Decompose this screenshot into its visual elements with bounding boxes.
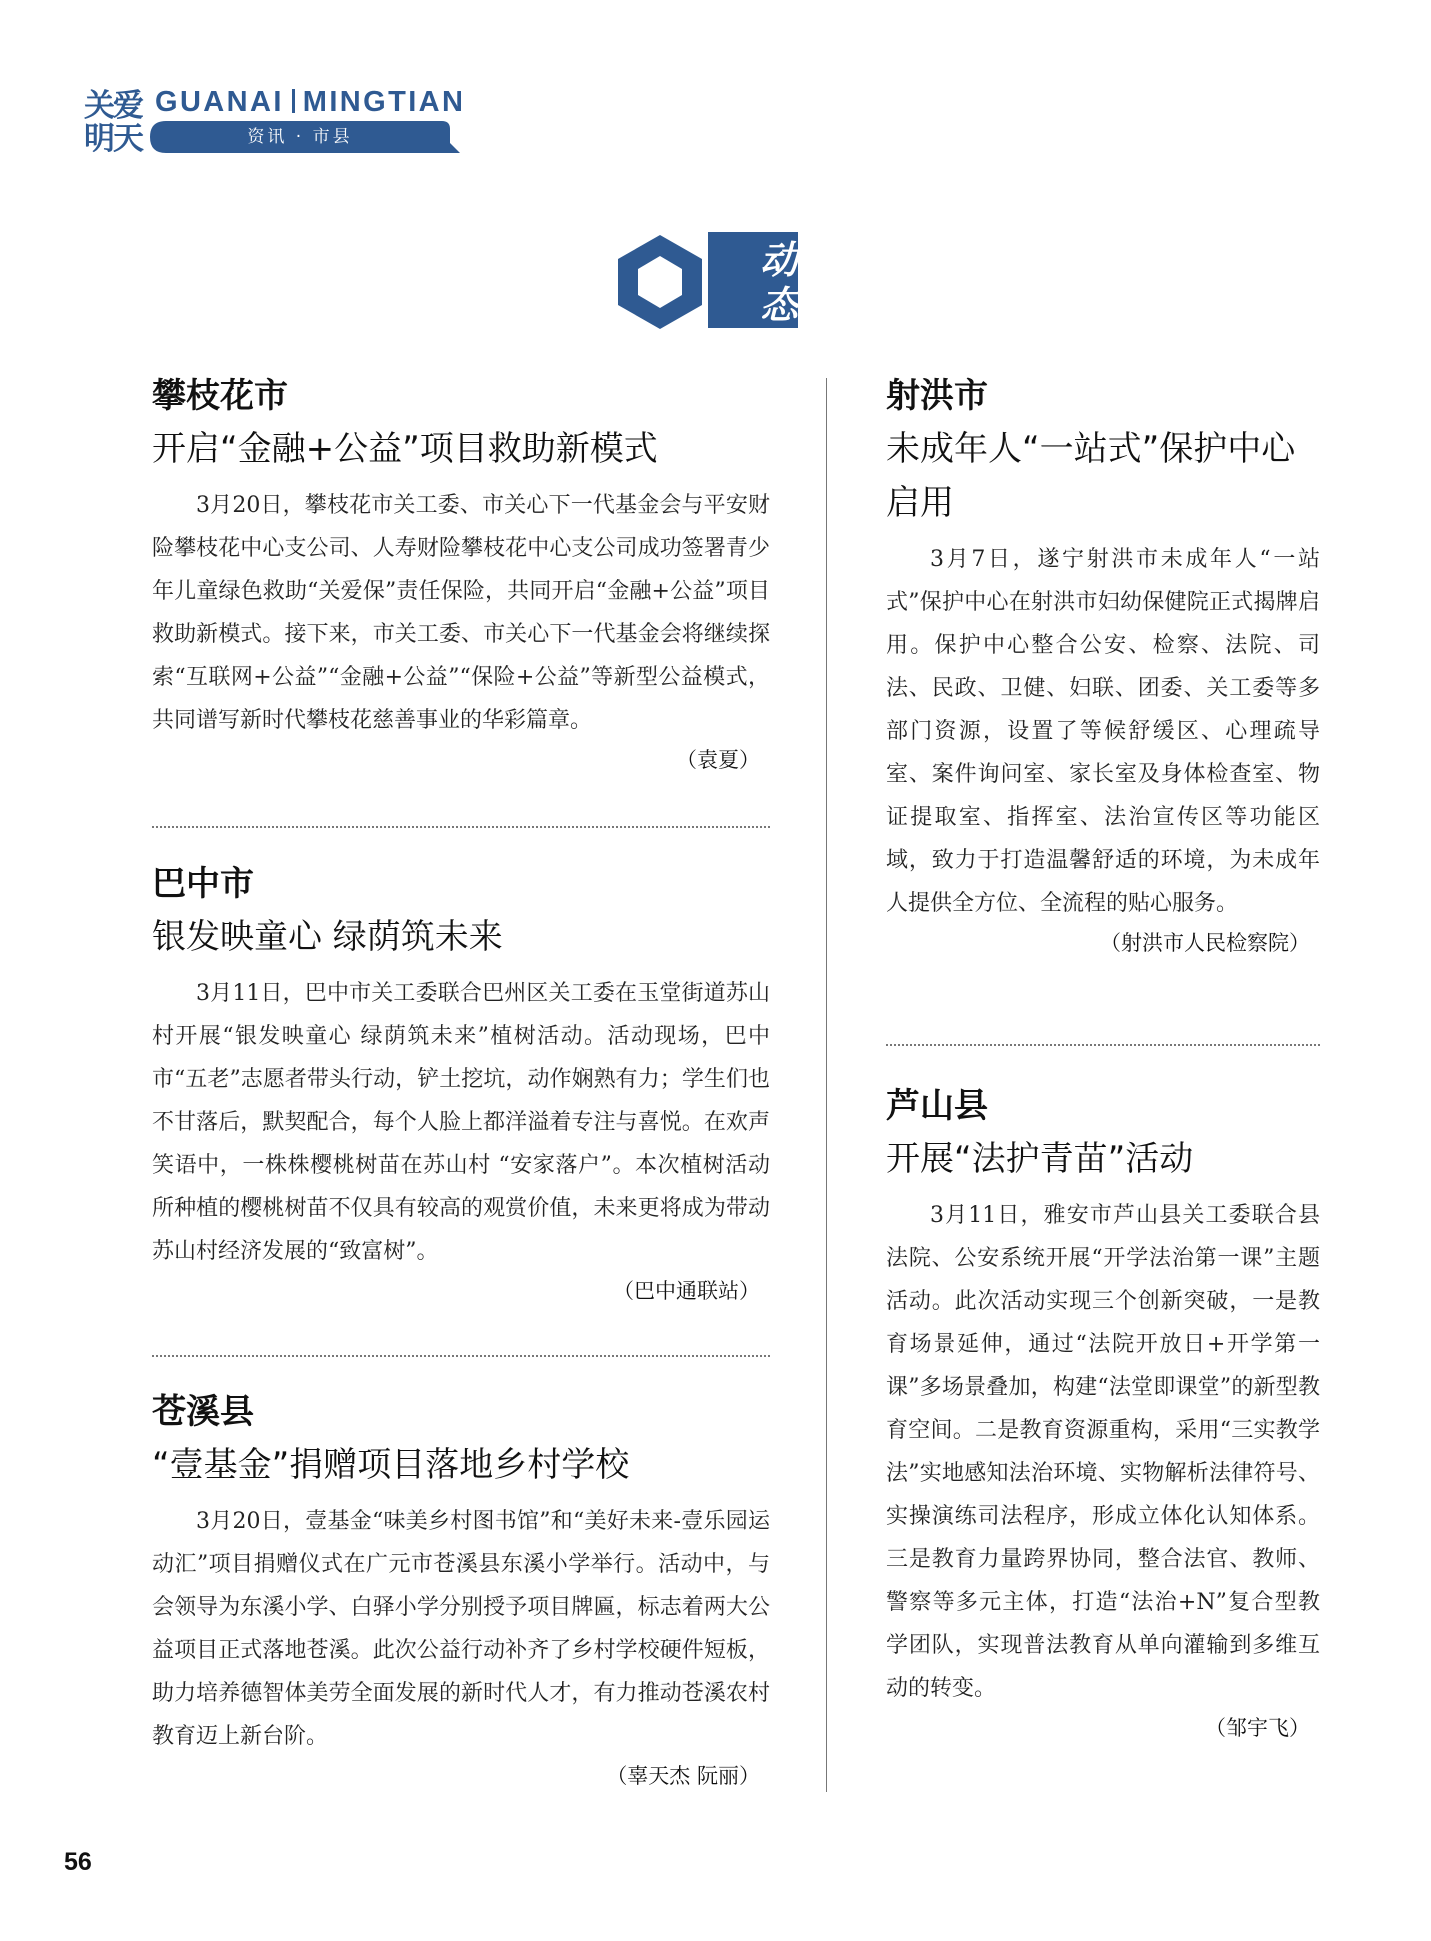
section-badge-text: 动态 xyxy=(760,238,799,327)
article-title: 未成年人“一站式”保护中心启用 xyxy=(886,429,1296,523)
article-body: 3月7日，遂宁射洪市未成年人“一站式”保护中心在射洪市妇幼保健院正式揭牌启用。保护中心整合公安、检察、法院、司法、民政、卫健、妇联、团委、关工委等多部门资源，设置了等候舒缓区、心理疏导室、案件询问室、家长室及身体检查室、物证提取室、指挥室、法治宣传区等功能区域，致力于打造温馨舒适的环境，为未成年人提供全方位、全流程的贴心服务。 xyxy=(886,547,1320,916)
article-title: 开展“法护青苗”活动 xyxy=(886,1139,1194,1179)
article-source: （巴中通联站） xyxy=(613,1279,760,1303)
brand-divider xyxy=(292,89,295,113)
article-place: 攀枝花市 xyxy=(152,376,288,416)
hexagon-icon xyxy=(614,232,706,332)
column-divider xyxy=(826,378,827,1792)
article-body: 3月20日，壹基金“味美乡村图书馆”和“美好未来-壹乐园运动汇”项目捐赠仪式在广元市苍溪县东溪小学举行。活动中，与会领导为东溪小学、白驿小学分别授予项目牌匾，标志着两大公益项目正式落地苍溪。此次公益行动补齐了乡村学校硬件短板，助力培养德智体美劳全面发展的新时代人才，有力推动苍溪农村教育迈上新台阶。 xyxy=(152,1509,770,1749)
article-shehong xyxy=(886,376,1320,959)
article-title: 银发映童心 绿荫筑未来 xyxy=(152,917,503,957)
article-cangxi xyxy=(152,1392,770,1792)
article-body: 3月20日，攀枝花市关工委、市关心下一代基金会与平安财险攀枝花中心支公司、人寿财险攀枝花中心支公司成功签署青少年儿童绿色救助“关爱保”责任保险，共同开启“金融+公益”项目救助新模式。接下来，市关工委、市关心下一代基金会将继续探索“互联网+公益”“金融+公益”“保险+公益”等新型公益模式，共同谱写新时代攀枝花慈善事业的华彩篇章。 xyxy=(152,493,770,733)
article-source: （袁夏） xyxy=(676,748,760,772)
brand-logo-chinese: 关爱明天 xyxy=(84,88,142,157)
article-place: 芦山县 xyxy=(886,1086,988,1126)
article-separator xyxy=(152,826,770,828)
article-bazhong xyxy=(152,864,770,1307)
article-place: 巴中市 xyxy=(152,864,254,904)
article-panzhihua xyxy=(152,376,770,776)
article-title: “壹基金”捐赠项目落地乡村学校 xyxy=(152,1445,630,1485)
article-source: （射洪市人民检察院） xyxy=(1100,931,1310,955)
brand-en-second: MINGTIAN xyxy=(302,86,466,118)
article-source: （邹宇飞） xyxy=(1205,1716,1310,1740)
section-label-text: 资讯 · 市县 xyxy=(247,127,353,147)
article-separator xyxy=(886,1044,1320,1046)
section-label xyxy=(150,121,460,153)
article-place: 射洪市 xyxy=(886,376,988,416)
article-body: 3月11日，巴中市关工委联合巴州区关工委在玉堂街道苏山村开展“银发映童心 绿荫筑未来”植树活动。活动现场，巴中市“五老”志愿者带头行动，铲土挖坑，动作娴熟有力；学生们也不甘落后，默契配合，每个人脸上都洋溢着专注与喜悦。在欢声笑语中，一株株樱桃树苗在苏山村 “安家落户”。本次植树活动所种植的樱桃树苗不仅具有较高的观赏价值，未来更将成为带动苏山村经济发展的“致富树”。 xyxy=(152,981,770,1264)
article-lushan xyxy=(886,1086,1320,1744)
page-number: 56 xyxy=(64,1848,92,1876)
article-title: 开启“金融+公益”项目救助新模式 xyxy=(152,429,658,469)
brand-logo-english xyxy=(155,86,465,119)
article-place: 苍溪县 xyxy=(152,1392,254,1432)
article-body: 3月11日，雅安市芦山县关工委联合县法院、公安系统开展“开学法治第一课”主题活动。此次活动实现三个创新突破，一是教育场景延伸，通过“法院开放日+开学第一课”多场景叠加，构建“法堂即课堂”的新型教育空间。二是教育资源重构，采用“三实教学法”实地感知法治环境、实物解析法律符号、实操演练司法程序，形成立体化认知体系。三是教育力量跨界协同，整合法官、教师、警察等多元主体，打造“法治+N”复合型教学团队，实现普法教育从单向灌输到多维互动的转变。 xyxy=(886,1203,1320,1701)
article-source: （辜天杰 阮丽） xyxy=(606,1764,760,1788)
article-separator xyxy=(152,1355,770,1357)
brand-en-first: GUANAI xyxy=(155,86,284,118)
